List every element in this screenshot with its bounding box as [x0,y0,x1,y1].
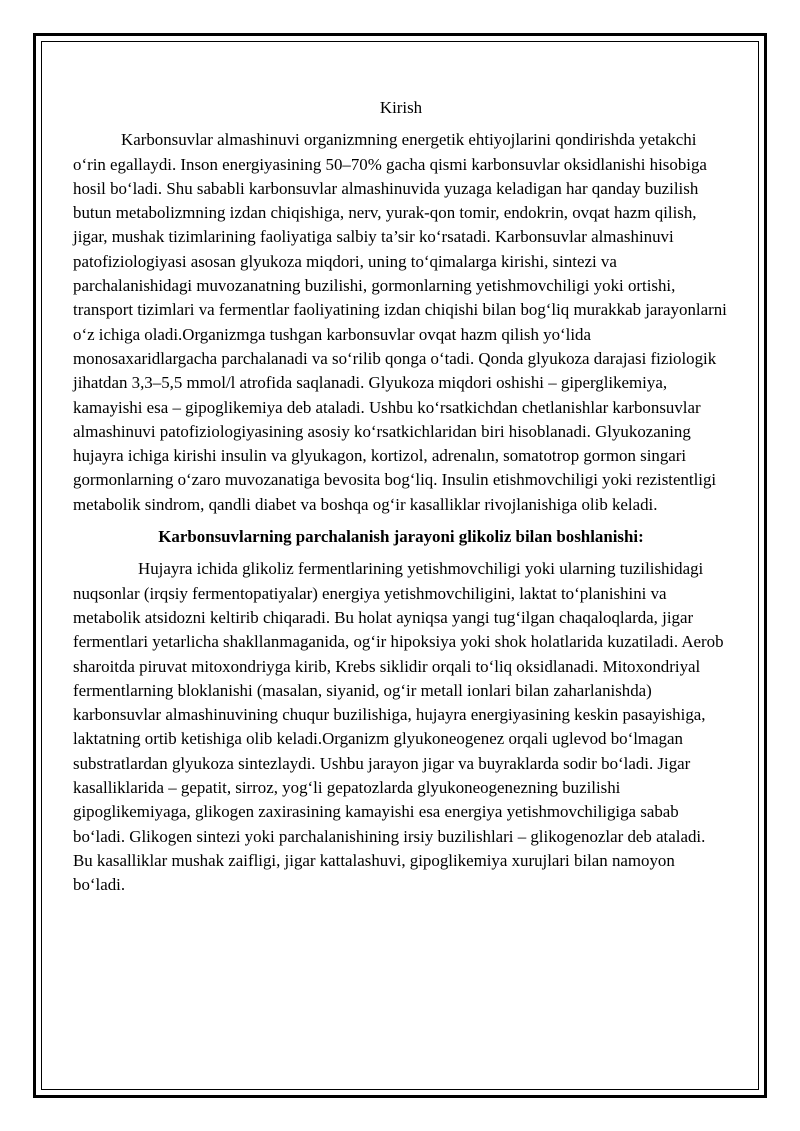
intro-paragraph: Karbonsuvlar almashinuvi organizmning energetik ehtiyojlarini qondirishda yetakchi o‘rin egallaydi. Inson energiyasining 50–70% gacha qismi karbonsuvlar oksidlanishi hisobiga hosil bo‘ladi. Shu sababli karbonsuvlar almashinuvida yuzaga keladigan har qanday buzilish butun metabolizmning izdan chiqishiga, nerv, yurak-qon tomir, endokrin, ovqat hazm qilish, jigar, mushak tizimlarining faoliyatiga salbiy ta’sir ko‘rsatadi. Karbonsuvlar almashinuvi patofiziologiyasi asosan glyukoza miqdori, uning to‘qimalarga kirishi, sintezi va parchalanishidagi muvozanatning buzilishi, gormonlarning yetishmovchiligi yoki ortishi, transport tizimlari va fermentlar faoliyatining izdan chiqishi bilan bog‘liq murakkab jarayonlarni o‘z ichiga oladi.Organizmga tushgan karbonsuvlar ovqat hazm qilish yo‘lida monosaxaridlargacha parchalanadi va so‘rilib qonga o‘tadi. Qonda glyukoza darajasi fiziologik jihatdan 3,3–5,5 mmol/l atrofida saqlanadi. Glyukoza miqdori oshishi – giperglikemiya, kamayishi esa – gipoglikemiya deb ataladi. Ushbu ko‘rsatkichdan chetlanishlar karbonsuvlar almashinuvi patofiziologiyasining asosiy ko‘rsatkichlaridan biri hisoblanadi. Glyukozaning hujayra ichiga kirishi insulin va glyukagon, kortizol, adrenalın, somatotrop gormon singari gormonlarning o‘zaro muvozanatiga bevosita bog‘liq. Insulin etishmovchiligi yoki rezistentligi metabolik sindrom, qandli diabet va boshqa og‘ir kasalliklar rivojlanishiga olib keladi. [73,130,727,514]
section-heading: Karbonsuvlarning parchalanish jarayoni glikoliz bilan boshlanishi: [158,527,644,547]
page-title: Kirish [379,98,423,117]
document-body [73,96,729,898]
glycolysis-paragraph: Hujayra ichida glikoliz fermentlarining yetishmovchiligi yoki ularning tuzilishidagi nuqsonlar (irqsiy fermentopatiyalar) energiya yetishmovchiligini, laktat to‘planishini va metabolik atsidozni keltirib chiqaradi. Bu holat ayniqsa yangi tug‘ilgan chaqaloqlarda, jigar fermentlari yetarlicha shakllanmaganida, og‘ir hipoksiya yoki shok holatlarida kuzatiladi. Aerob sharoitda piruvat mitoxondriyga kirib, Krebs siklidir orqali to‘liq oksidlanadi. Mitoxondriyal fermentlarning bloklanishi (masalan, siyanid, og‘ir metall ionlari bilan zaharlanishda) karbonsuvlar almashinuvining chuqur buzilishiga, hujayra energiyasining keskin pasayishiga, laktatning ortib ketishiga olib keladi.Organizm glyukoneogenez orqali uglevod bo‘lmagan substratlardan glyukoza sintezlaydi. Ushbu jarayon jigar va buyraklarda sodir bo‘ladi. Jigar kasalliklarida – gepatit, sirroz, yog‘li gepatozlarda glyukoneogenezning buzilishi gipoglikemiyaga, glikogen zaxirasining kamayishi esa energiya yetishmovchiligiga sabab bo‘ladi. Glikogen sintezi yoki parchalanishining irsiy buzilishlari – glikogenozlar deb ataladi. Bu kasalliklar mushak zaifligi, jigar kattalashuvi, gipoglikemiya xurujlari bilan namoyon bo‘ladi. [73,559,724,895]
